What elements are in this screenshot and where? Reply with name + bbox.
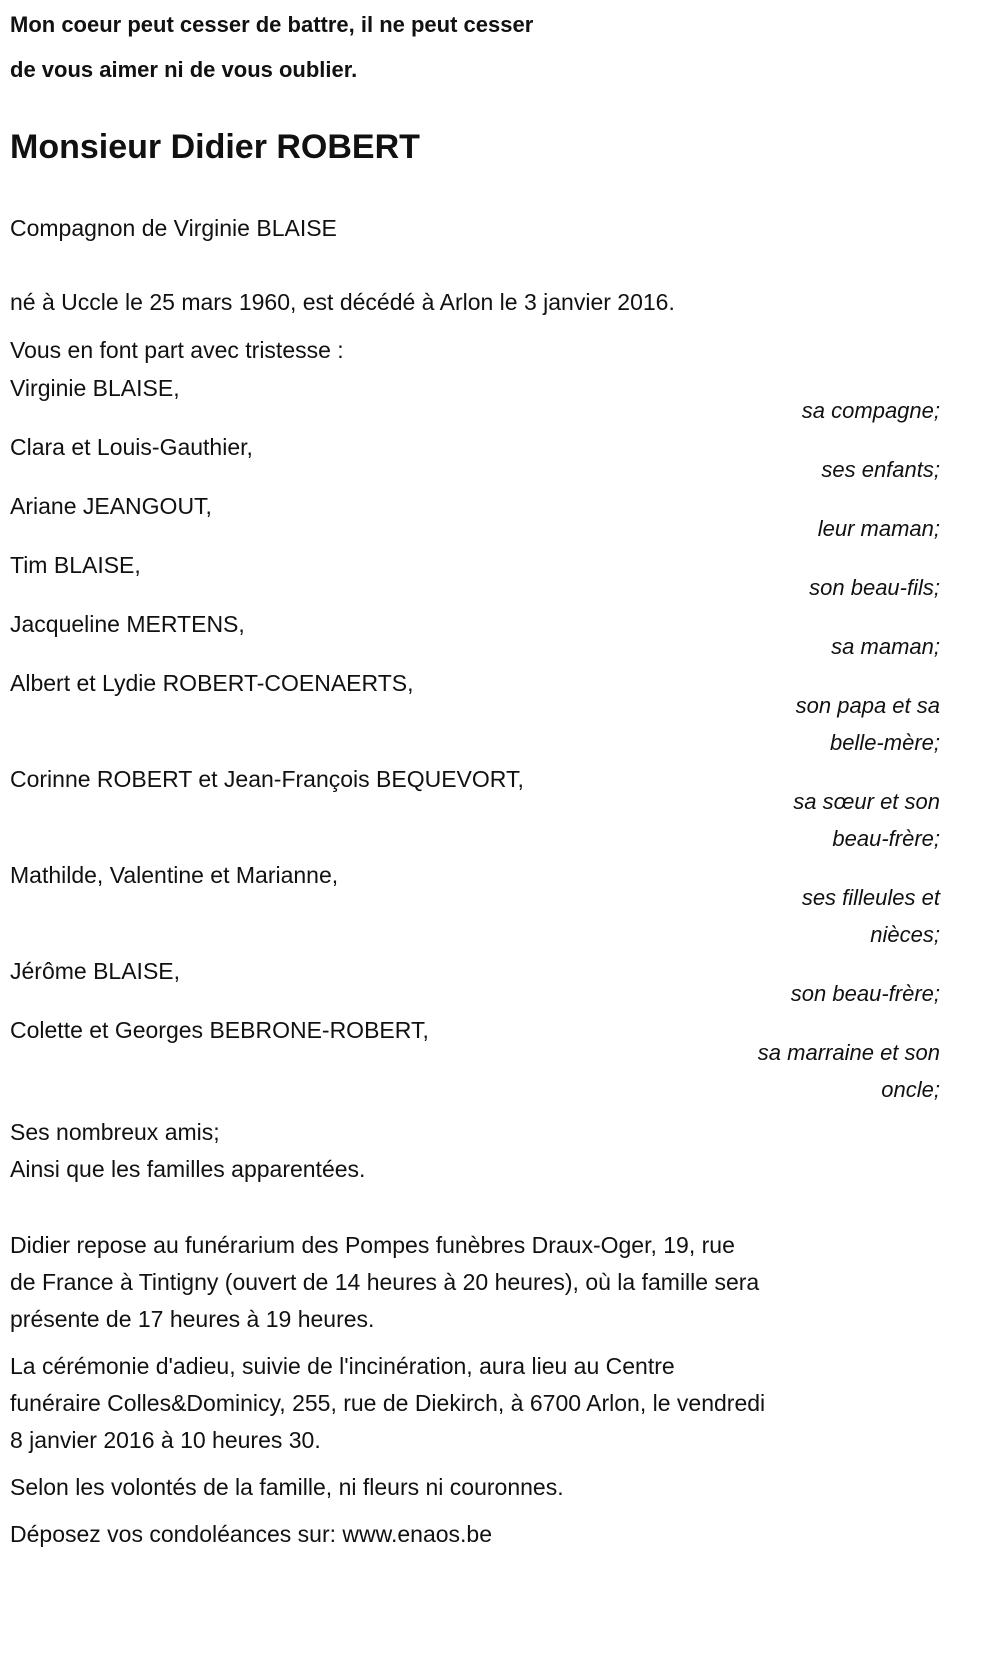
companion-line: Compagnon de Virginie BLAISE	[10, 215, 337, 241]
family-member-relation	[680, 451, 940, 488]
epigraph-line: de vous aimer ni de vous oublier.	[10, 57, 358, 82]
family-member-name: Colette et Georges BEBRONE-ROBERT,	[10, 1017, 429, 1043]
family-member-relation	[680, 628, 940, 665]
family-member-row	[10, 953, 940, 1012]
condolences-note: Déposez vos condoléances sur: www.enaos.be	[10, 1521, 493, 1547]
relation-line: son beau-frère;	[790, 981, 940, 1006]
deceased-name: Monsieur Didier ROBERT	[10, 128, 420, 166]
relation-line: sa compagne;	[801, 398, 940, 423]
relation-line: belle-mère;	[829, 730, 940, 755]
family-member-row	[10, 761, 940, 857]
family-member-name: Virginie BLAISE,	[10, 375, 180, 401]
visitation-line: Didier repose au funérarium des Pompes funèbres Draux-Oger, 19, rue	[10, 1232, 735, 1258]
closing-line: Ainsi que les familles apparentées.	[10, 1156, 366, 1182]
relation-line: ses enfants;	[821, 457, 940, 482]
family-member-row	[10, 488, 940, 547]
family-member-relation	[680, 1034, 940, 1108]
ceremony-line: funéraire Colles&Dominicy, 255, rue de Diekirch, à 6700 Arlon, le vendredi	[10, 1390, 766, 1416]
relation-line: oncle;	[881, 1077, 940, 1102]
family-member-name: Clara et Louis-Gauthier,	[10, 434, 253, 460]
epigraph-line: Mon coeur peut cesser de battre, il ne peut cesser	[10, 12, 534, 37]
visitation-line: présente de 17 heures à 19 heures.	[10, 1306, 375, 1332]
announcement-intro: Vous en font part avec tristesse :	[10, 337, 344, 363]
flowers-note: Selon les volontés de la famille, ni fleurs ni couronnes.	[10, 1474, 564, 1500]
relation-line: leur maman;	[817, 516, 940, 541]
family-member-name: Jérôme BLAISE,	[10, 958, 181, 984]
family-member-row	[10, 429, 940, 488]
family-member-row	[10, 370, 940, 429]
epigraph	[10, 2, 940, 92]
ceremony-line: La cérémonie d'adieu, suivie de l'incinération, aura lieu au Centre	[10, 1353, 675, 1379]
visitation-paragraph	[10, 1227, 940, 1338]
family-member-row	[10, 606, 940, 665]
family-member-relation	[680, 392, 940, 429]
birth-death-line: né à Uccle le 25 mars 1960, est décédé à Arlon le 3 janvier 2016.	[10, 289, 675, 315]
relation-line: beau-frère;	[832, 826, 940, 851]
family-member-row	[10, 665, 940, 761]
family-member-row	[10, 1012, 940, 1108]
family-list	[10, 370, 940, 1108]
family-member-relation	[680, 975, 940, 1012]
closing-lines	[10, 1114, 940, 1188]
relation-line: son papa et sa	[795, 693, 940, 718]
family-member-relation	[680, 879, 940, 953]
family-member-relation	[680, 569, 940, 606]
visitation-line: de France à Tintigny (ouvert de 14 heures à 20 heures), où la famille sera	[10, 1269, 760, 1295]
family-member-name: Albert et Lydie ROBERT-COENAERTS,	[10, 670, 414, 696]
family-member-relation	[680, 783, 940, 857]
family-member-relation	[680, 687, 940, 761]
relation-line: ses filleules et	[801, 885, 940, 910]
family-member-name: Mathilde, Valentine et Marianne,	[10, 862, 339, 888]
ceremony-paragraph	[10, 1348, 940, 1459]
relation-line: sa sœur et son	[793, 789, 940, 814]
family-member-row	[10, 547, 940, 606]
relation-line: sa maman;	[831, 634, 940, 659]
closing-line: Ses nombreux amis;	[10, 1119, 220, 1145]
ceremony-line: 8 janvier 2016 à 10 heures 30.	[10, 1427, 321, 1453]
family-member-name: Corinne ROBERT et Jean-François BEQUEVORT,	[10, 766, 524, 792]
relation-line: son beau-fils;	[809, 575, 940, 600]
family-member-relation	[680, 510, 940, 547]
relation-line: sa marraine et son	[757, 1040, 940, 1065]
relation-line: nièces;	[870, 922, 940, 947]
family-member-name: Tim BLAISE,	[10, 552, 141, 578]
family-member-name: Jacqueline MERTENS,	[10, 611, 245, 637]
family-member-row	[10, 857, 940, 953]
family-member-name: Ariane JEANGOUT,	[10, 493, 212, 519]
